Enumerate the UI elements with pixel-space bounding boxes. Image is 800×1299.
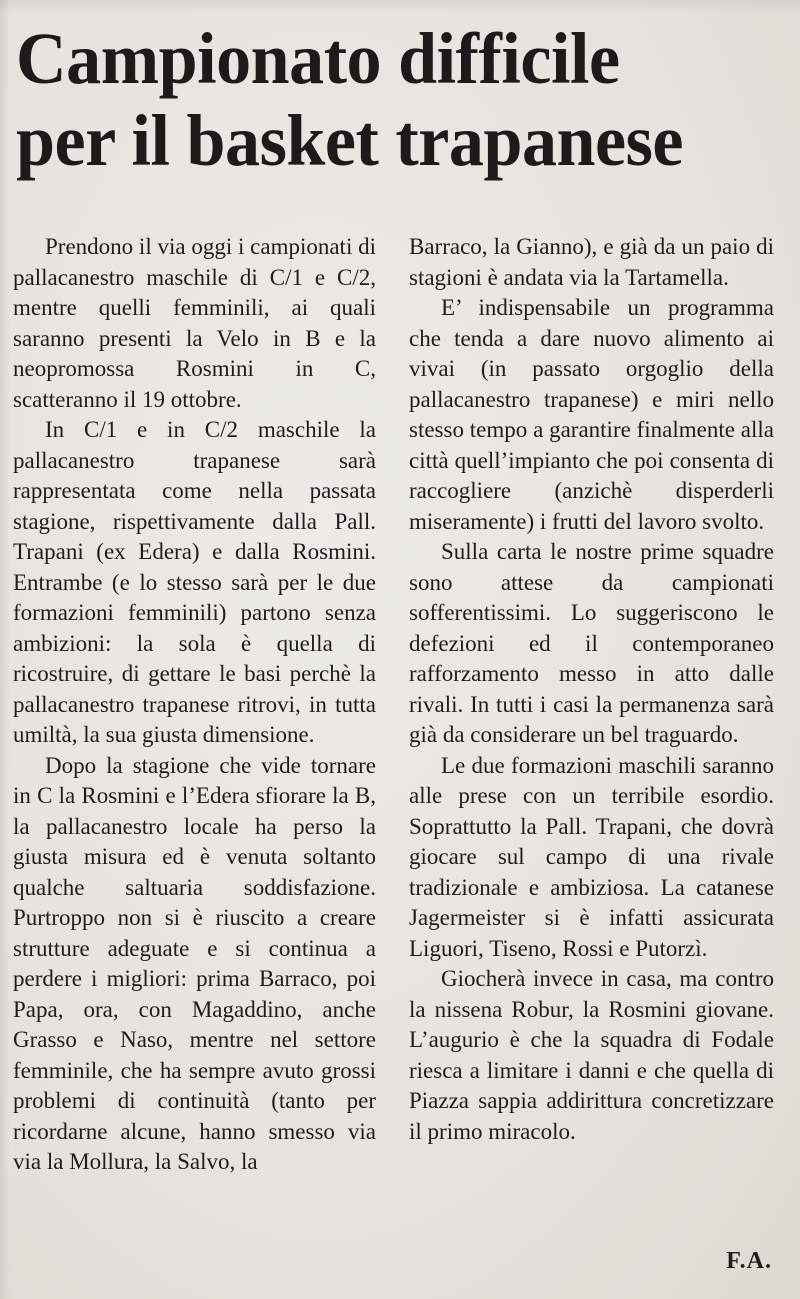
author-signature: F.A.	[726, 1248, 772, 1274]
paragraph: Prendono il via oggi i campionati di pallacanestro maschile di C/1 e C/2, mentre quelli femminili, ai quali saranno presenti la Velo in B e la neopromossa Rosmini in C, scatteranno il 19 ottobre.	[13, 234, 376, 412]
right-column	[409, 232, 774, 1147]
paragraph: Sulla carta le nostre prime squadre sono attese da campionati sofferentissimi. Lo suggeriscono le defezioni ed il contemporaneo rafforzamento messo in atto dalle rivali. In tutti i casi la permanenza sarà già da considerare un bel traguardo.	[409, 539, 774, 747]
paragraph: In C/1 e in C/2 maschile la pallacanestro trapanese sarà rappresentata come nella passata stagione, rispettivamente dalla Pall. Trapani (ex Edera) e dalla Rosmini. Entrambe (e lo stesso sarà per le due formazioni femminili) partono senza ambizioni: la sola è quella di ricostruire, di gettare le basi perchè la pallacanestro trapanese ritrovi, in tutta umiltà, la sua giusta dimensione.	[13, 417, 376, 747]
article-headline	[16, 18, 755, 182]
left-column	[13, 232, 376, 1178]
paragraph: Giocherà invece in casa, ma contro la nissena Robur, la Rosmini giovane. L’augurio è che la squadra di Fodale riesca a limitare i danni e che quella di Piazza sappia addirittura concretizzare il primo miracolo.	[409, 966, 774, 1144]
headline-line-2: per il basket trapanese	[16, 100, 684, 181]
paragraph: Dopo la stagione che vide tornare in C la Rosmini e l’Edera sfiorare la B, la pallacanestro locale ha perso la giusta misura ed è venuta soltanto qualche saltuaria soddisfazione. Purtroppo non si è riuscito a creare strutture adeguate e si continua a perdere i migliori: prima Barraco, poi Papa, ora, con Magaddino, anche Grasso e Naso, mentre nel settore femminile, che ha sempre avuto grossi problemi di continuità (tanto per ricordarne alcune, hanno smesso via via la Mollura, la Salvo, la	[13, 752, 376, 1174]
paragraph: E’ indispensabile un programma che tenda a dare nuovo alimento ai vivai (in passato orgoglio della pallacanestro trapanese) e miri nello stesso tempo a garantire finalmente alla città quell’impianto che poi consenta di raccogliere (anzichè disperderli miseramente) i frutti del lavoro svolto.	[409, 295, 774, 534]
headline-line-1: Campionato difficile	[16, 18, 620, 99]
paragraph: Le due formazioni maschili saranno alle prese con un terribile esordio. Soprattutto la Pall. Trapani, che dovrà giocare sul campo di una rivale tradizionale e ambiziosa. La catanese Jagermeister si è infatti assicurata Liguori, Tiseno, Rossi e Putorzì.	[409, 752, 774, 961]
paragraph-continued: Barraco, la Gianno), e già da un paio di stagioni è andata via la Tartamella.	[409, 234, 774, 290]
